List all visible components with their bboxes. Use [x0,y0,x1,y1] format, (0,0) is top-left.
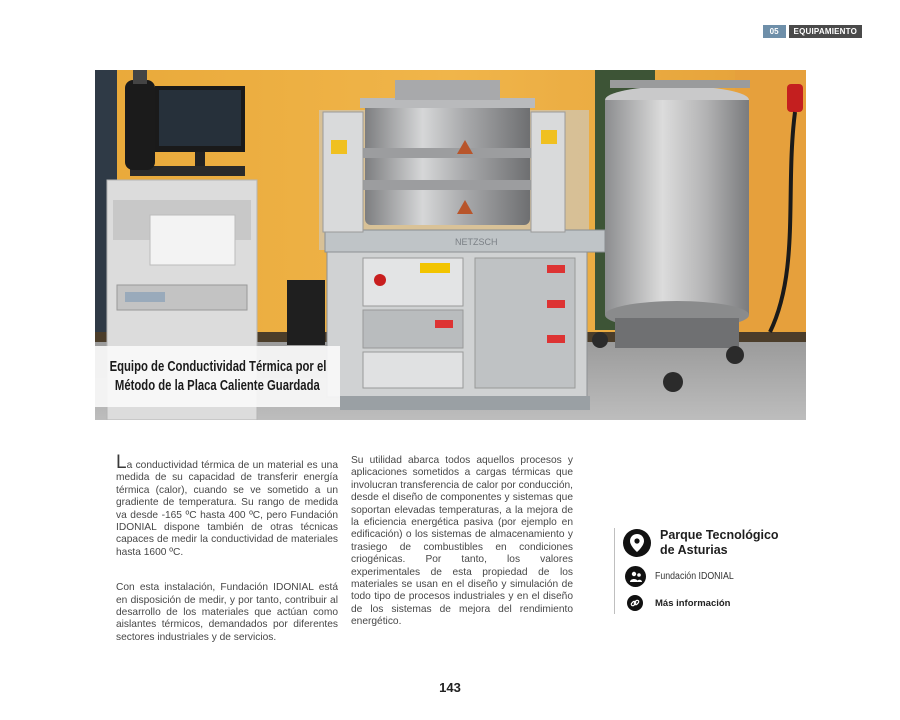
page-number: 143 [439,680,461,695]
drop-cap: L [116,452,127,473]
more-info-link[interactable]: Más información [655,597,731,609]
photo-caption [95,346,340,407]
location-row [623,528,779,558]
organization-row [623,566,745,587]
people-icon [625,566,646,587]
paragraph-installation: Con esta instalación, Fundación IDONIAL está en disposición de medir, y por tanto, contribuir al desarrollo de los materiales que actúan como aislantes térmicos, demandados por diferentes sectores industriales y de servicios. [116,582,338,643]
section-tag [763,25,862,38]
device-label: NETZSCH [455,237,498,247]
more-info-row[interactable] [623,595,731,611]
location-line-1: Parque Tecnológico [660,528,779,542]
info-panel [614,528,814,614]
paragraph-intro-text: a conductividad térmica de un material es una medida de su capacidad de transferir energía térmica (calor), cuando se ve sometido a un gradiente de temperatura. Su rango de medida va desde -165 ºC hasta 400 ºC, pero Fundación IDONIAL dispone también de otras técnicas capaces de medir la conductividad de materiales hasta 1600 ºC. [116,460,338,558]
paragraph-utility: Su utilidad abarca todos aquellos procesos y aplicaciones sometidos a cargas térmicas que involucran transferencia de calor por conducción, desde el diseño de componentes y sistemas que soportan elevadas temperaturas, a la mejora de la eficiencia energética pasiva (por ejemplo en edificación) o los sistemas de almacenamiento y trasiego de combustibles en condiciones criogénicas. Por tanto, los valores experimentales de esta propiedad de los materiales se usan en el diseño y simulación de todo tipo de procesos industriales y en el diseño de los sistemas de mejora del rendimiento energético. [351,455,573,628]
section-number: 05 [763,25,786,38]
text-column-left [116,452,338,644]
text-column-middle [351,455,573,629]
location-line-2: de Asturias [660,543,728,557]
location-pin-icon [623,529,651,557]
caption-line-2: Método de la Placa Caliente Guardada [115,377,320,394]
location-name [660,528,779,558]
caption-line-1: Equipo de Conductividad Térmica por el [109,358,326,375]
link-icon[interactable] [627,595,643,611]
section-name: EQUIPAMIENTO [789,25,862,38]
organization-name: Fundación IDONIAL [655,571,734,582]
paragraph-intro [116,452,338,559]
